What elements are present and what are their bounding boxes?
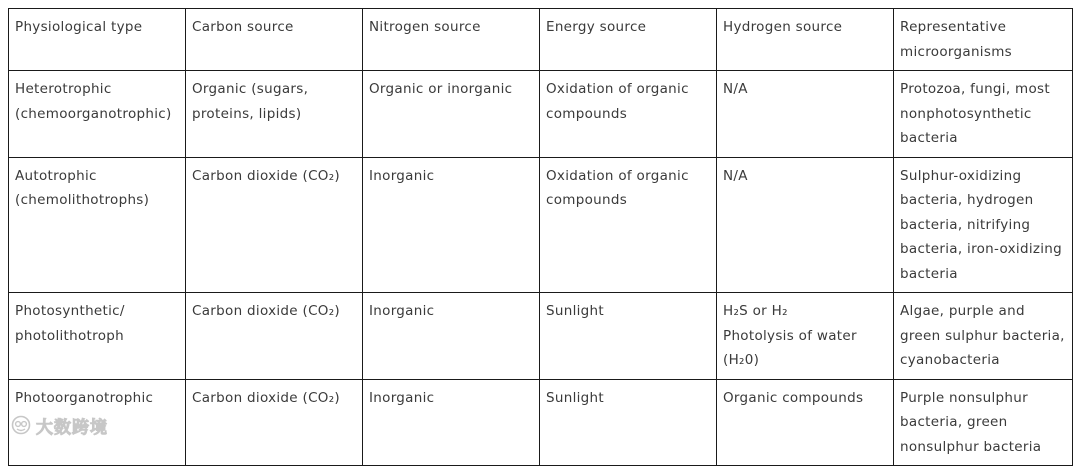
cell-nitrogen-source: Organic or inorganic	[363, 71, 540, 158]
cell-carbon-source: Organic (sugars, proteins, lipids)	[186, 71, 363, 158]
cell-physiological-type: Photoorganotrophic	[9, 379, 186, 466]
cell-carbon-source: Carbon dioxide (CO₂)	[186, 379, 363, 466]
header-representative-microorganisms: Representative microorganisms	[894, 9, 1073, 71]
hydrogen-source-line-2: Photolysis of water (H₂0)	[723, 327, 857, 368]
cell-hydrogen-source: N/A	[717, 157, 894, 293]
watermark	[10, 414, 108, 436]
header-physiological-type: Physiological type	[9, 9, 186, 71]
cell-representative-microorganisms: Purple nonsulphur bacteria, green nonsulphur bacteria	[894, 379, 1073, 466]
cell-representative-microorganisms: Protozoa, fungi, most nonphotosynthetic bacteria	[894, 71, 1073, 158]
watermark-text: 大数跨境	[36, 417, 108, 438]
cell-physiological-type: Photosynthetic/ photolithotroph	[9, 293, 186, 380]
microorganism-table-container	[8, 8, 1072, 466]
header-energy-source: Energy source	[540, 9, 717, 71]
cell-carbon-source: Carbon dioxide (CO₂)	[186, 157, 363, 293]
table-row	[9, 157, 1073, 293]
microorganism-physiology-table	[8, 8, 1073, 466]
cell-physiological-type: Heterotrophic (chemoorganotrophic)	[9, 71, 186, 158]
cell-energy-source: Oxidation of organic compounds	[540, 71, 717, 158]
table-header-row	[9, 9, 1073, 71]
cell-physiological-type: Autotrophic (chemolithotrophs)	[9, 157, 186, 293]
cell-representative-microorganisms: Sulphur-oxidizing bacteria, hydrogen bacteria, nitrifying bacteria, iron-oxidizing bacteria	[894, 157, 1073, 293]
cell-energy-source: Sunlight	[540, 379, 717, 466]
cell-carbon-source: Carbon dioxide (CO₂)	[186, 293, 363, 380]
hydrogen-source-line-1: H₂S or H₂	[723, 303, 788, 319]
header-hydrogen-source: Hydrogen source	[717, 9, 894, 71]
cell-nitrogen-source: Inorganic	[363, 293, 540, 380]
cell-energy-source: Oxidation of organic compounds	[540, 157, 717, 293]
cell-hydrogen-source	[717, 293, 894, 380]
table-row	[9, 71, 1073, 158]
header-nitrogen-source: Nitrogen source	[363, 9, 540, 71]
header-carbon-source: Carbon source	[186, 9, 363, 71]
cell-hydrogen-source: Organic compounds	[717, 379, 894, 466]
watermark-logo-icon	[10, 414, 32, 436]
cell-energy-source: Sunlight	[540, 293, 717, 380]
table-row	[9, 293, 1073, 380]
table-row	[9, 379, 1073, 466]
cell-nitrogen-source: Inorganic	[363, 379, 540, 466]
cell-nitrogen-source: Inorganic	[363, 157, 540, 293]
cell-hydrogen-source: N/A	[717, 71, 894, 158]
cell-representative-microorganisms: Algae, purple and green sulphur bacteria, cyanobacteria	[894, 293, 1073, 380]
